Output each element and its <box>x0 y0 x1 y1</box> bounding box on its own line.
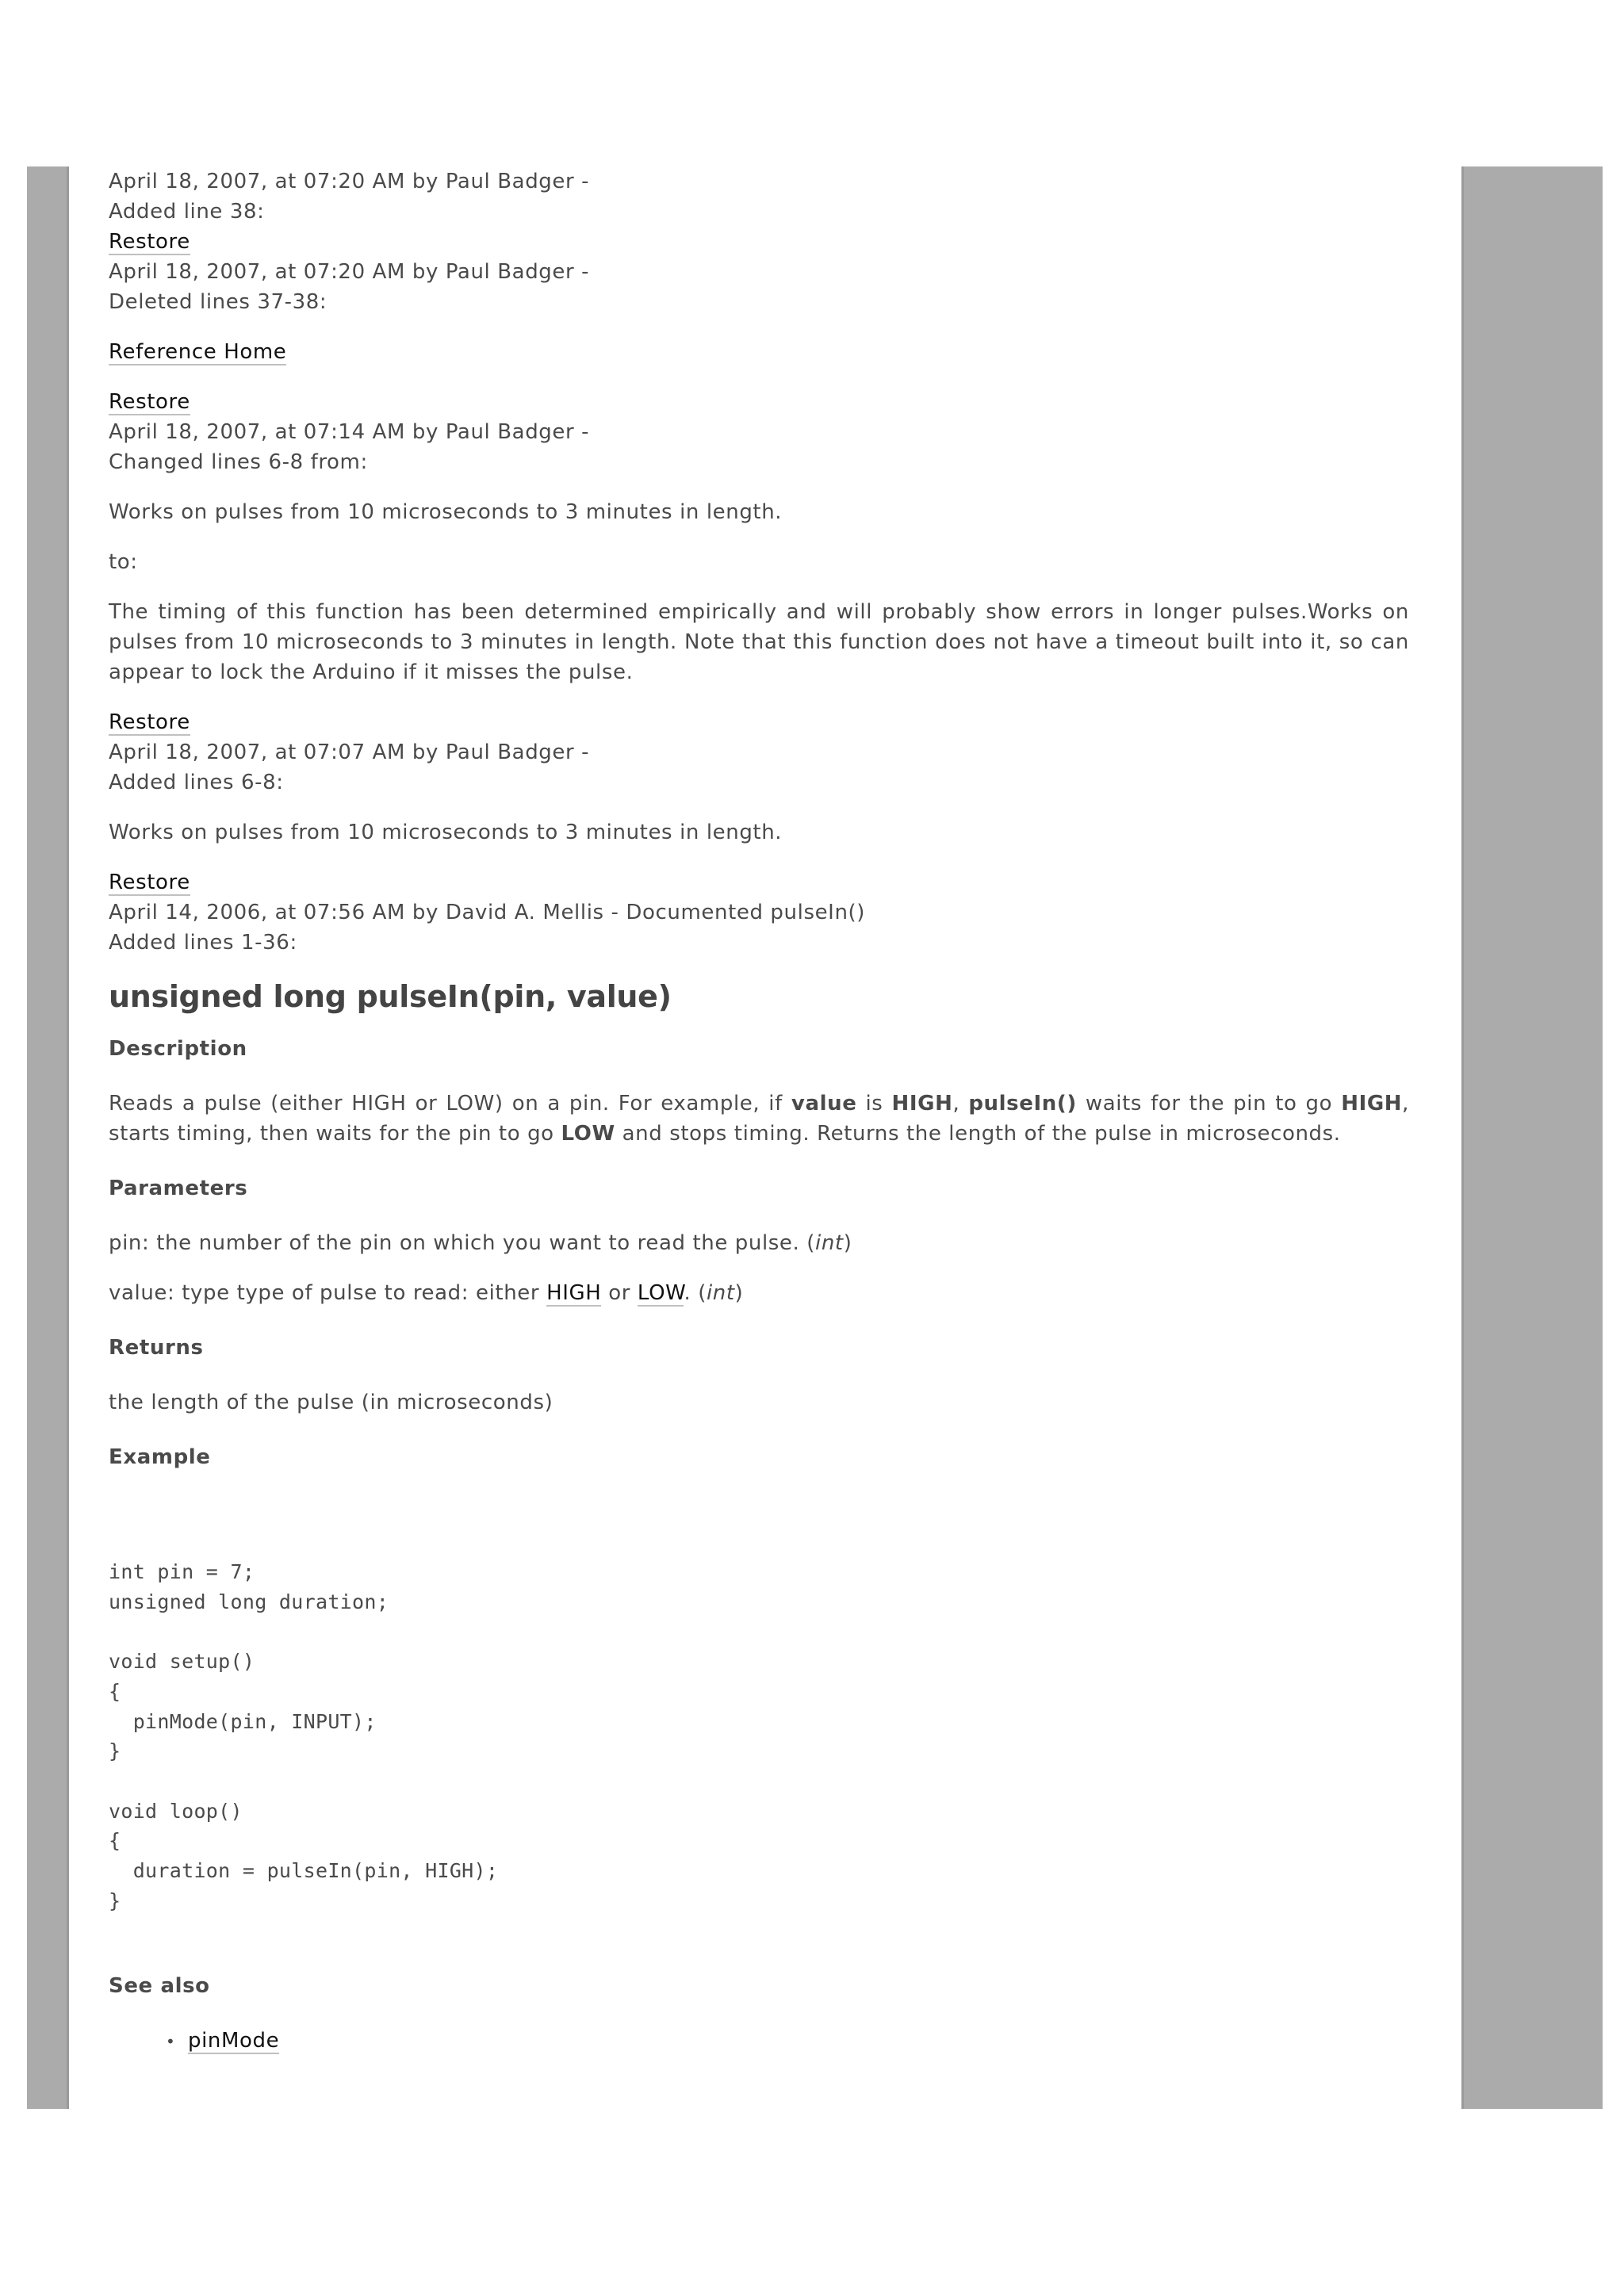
history-entry-meta: April 18, 2007, at 07:20 AM by Paul Badger - <box>109 260 590 284</box>
restore-link[interactable]: Restore <box>109 871 190 894</box>
restore-link[interactable]: Restore <box>109 230 190 254</box>
restore-link[interactable]: Restore <box>109 710 190 734</box>
added-text: Works on pulses from 10 microseconds to 3 minutes in length. <box>109 821 783 844</box>
param-text: value: type type of pulse to read: either <box>109 1281 547 1305</box>
description-segment: waits for the pin to go <box>1076 1092 1342 1115</box>
description-bold: HIGH <box>1341 1092 1403 1115</box>
history-entry-meta: April 18, 2007, at 07:07 AM by Paul Badger - <box>109 740 590 764</box>
restore-link[interactable]: Restore <box>109 390 190 414</box>
description-bold: value <box>791 1092 857 1115</box>
left-gutter <box>27 166 69 2109</box>
page-content <box>109 166 1409 2057</box>
description-segment: , starts timing, then waits for the pin to go <box>109 1092 1410 1146</box>
high-link[interactable]: HIGH <box>546 1281 602 1305</box>
description-segment: is <box>856 1092 892 1115</box>
reference-home-link[interactable]: Reference Home <box>109 340 287 364</box>
param-text: . ( <box>684 1281 707 1305</box>
description-bold: LOW <box>561 1122 615 1146</box>
example-heading: Example <box>109 1445 211 1469</box>
param-text: or <box>601 1281 638 1305</box>
param-text: ) <box>843 1231 852 1255</box>
see-also-heading: See also <box>109 1974 210 1999</box>
param-value <box>109 1278 1409 1308</box>
history-entry-meta: April 18, 2007, at 07:20 AM by Paul Badger - <box>109 170 590 193</box>
change-to-text: The timing of this function has been determined empirically and will probably show errors in longer pulses.Works on pulses from 10 microseconds to 3 minutes in length. Note that this function does not have a timeout built into it, so can appear to lock the Arduino if it misses the pulse. <box>109 600 1409 684</box>
param-pin <box>109 1228 1409 1258</box>
param-text: ) <box>734 1281 744 1305</box>
history-entry-change: Added lines 6-8: <box>109 771 284 794</box>
see-also-list <box>109 2026 1409 2057</box>
description-segment: and stops timing. Returns the length of the pulse in microseconds. <box>615 1122 1341 1146</box>
deleted-line <box>109 337 1409 367</box>
parameters-heading: Parameters <box>109 1177 248 1200</box>
returns-text: the length of the pulse (in microseconds) <box>109 1391 553 1414</box>
description-segment: Reads a pulse (either HIGH or LOW) on a pin. For example, if <box>109 1092 791 1115</box>
history-entry <box>109 387 1409 477</box>
history-entry-change: Added line 38: <box>109 200 265 224</box>
param-text: pin: the number of the pin on which you want to read the pulse. ( <box>109 1231 815 1255</box>
history-entry-change: Added lines 1-36: <box>109 931 297 955</box>
history-entry <box>109 867 1409 958</box>
low-link[interactable]: LOW <box>637 1281 684 1305</box>
history-entry-change: Deleted lines 37-38: <box>109 290 327 314</box>
history-entry <box>109 707 1409 798</box>
example-code: int pin = 7; unsigned long duration; void setup() { pinMode(pin, INPUT); } void loop() { duration = pulseIn(pin, HIGH); } <box>109 1560 499 1912</box>
param-type: int <box>706 1281 735 1305</box>
history-entry-meta: April 18, 2007, at 07:14 AM by Paul Badger - <box>109 420 590 444</box>
history-entry-meta: April 14, 2006, at 07:56 AM by David A. Mellis - Documented pulseIn() <box>109 901 866 924</box>
list-item <box>188 2026 1409 2057</box>
description-bold: HIGH <box>891 1092 953 1115</box>
description-heading: Description <box>109 1037 247 1061</box>
description-segment: , <box>952 1092 969 1115</box>
history-entry <box>109 257 1409 317</box>
change-from-text: Works on pulses from 10 microseconds to 3 minutes in length. <box>109 500 783 524</box>
description-text <box>109 1089 1409 1149</box>
returns-heading: Returns <box>109 1336 204 1360</box>
change-to-label: to: <box>109 550 138 574</box>
history-entry-change: Changed lines 6-8 from: <box>109 450 368 474</box>
param-type: int <box>815 1231 844 1255</box>
function-title: unsigned long pulseIn(pin, value) <box>109 979 672 1014</box>
pinmode-link[interactable]: pinMode <box>188 2029 280 2053</box>
right-gutter <box>1461 166 1603 2109</box>
history-entry <box>109 166 1409 257</box>
description-bold: pulseIn() <box>968 1092 1077 1115</box>
